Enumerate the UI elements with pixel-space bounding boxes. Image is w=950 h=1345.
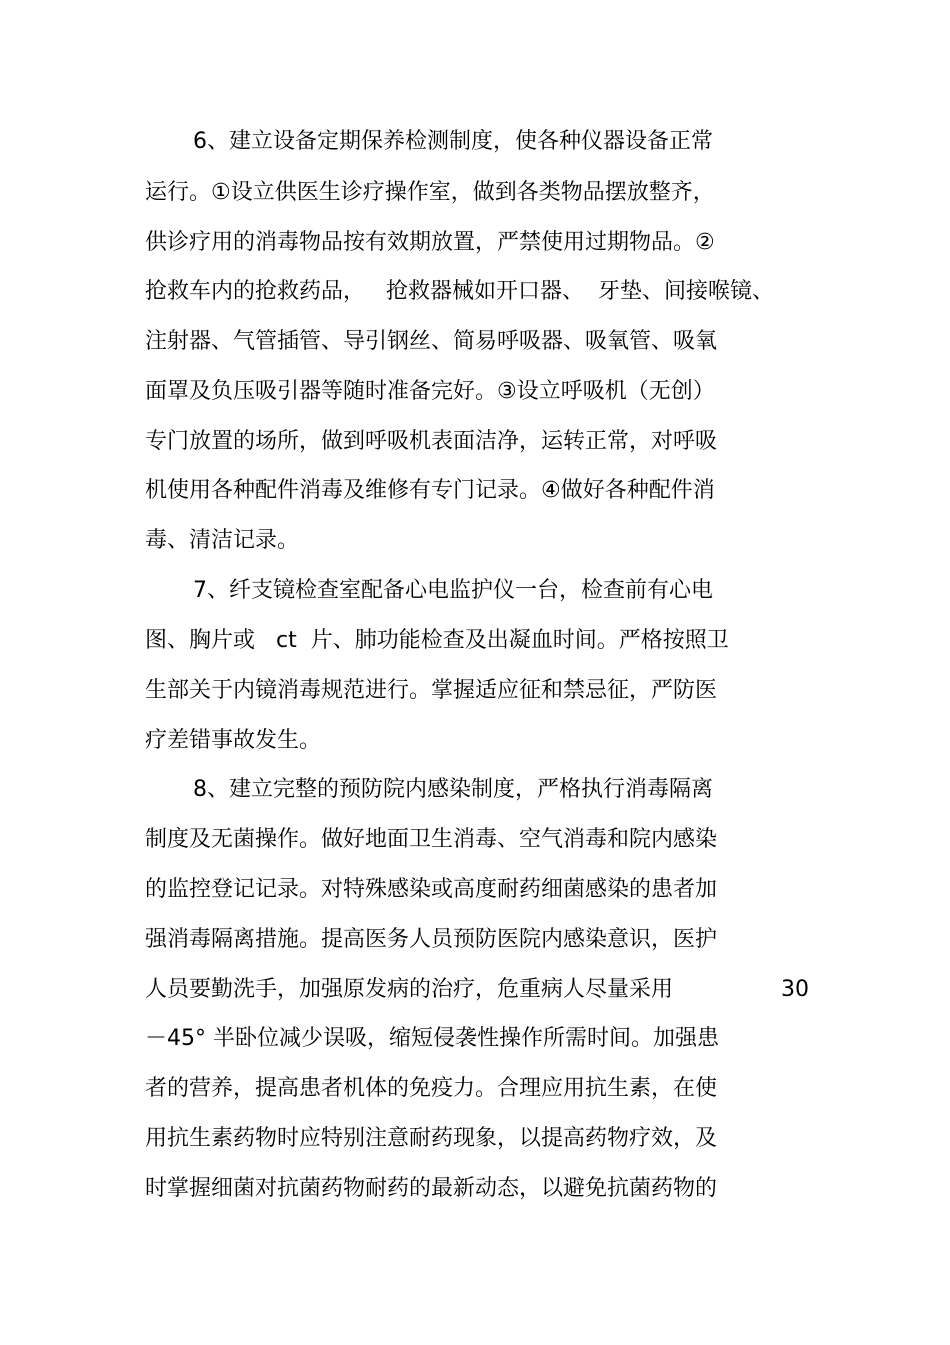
paragraph-line: 6、建立设备定期保养检测制度，使各种仪器设备正常 xyxy=(193,129,713,154)
paragraph-line: 者的营养，提高患者机体的免疫力。合理应用抗生素，在使 xyxy=(145,1076,718,1101)
paragraph-line: 强消毒隔离措施。提高医务人员预防医院内感染意识，医护 xyxy=(145,927,718,952)
paragraph-line: 专门放置的场所，做到呼吸机表面洁净，运转正常，对呼吸 xyxy=(145,429,718,454)
paragraph-line: 用抗生素药物时应特别注意耐药现象，以提高药物疗效，及 xyxy=(145,1126,718,1151)
paragraph-line: 时掌握细菌对抗菌药物耐药的最新动态，以避免抗菌药物的 xyxy=(145,1176,718,1201)
paragraph-line: －45° 半卧位减少误吸，缩短侵袭性操作所需时间。加强患 xyxy=(145,1026,719,1051)
paragraph-line: 制度及无菌操作。做好地面卫生消毒、空气消毒和院内感染 xyxy=(145,827,718,852)
paragraph-line: 7、纤支镜检查室配备心电监护仪一台，检查前有心电 xyxy=(193,578,713,603)
paragraph-line: 运行。①设立供医生诊疗操作室，做到各类物品摆放整齐， xyxy=(145,180,715,205)
paragraph-line: 生部关于内镜消毒规范进行。掌握适应征和禁忌征，严防医 xyxy=(145,678,718,703)
paragraph-line: 人员要勤洗手，加强原发病的治疗，危重病人尽量采用 xyxy=(145,977,674,1002)
paragraph-line: 8、建立完整的预防院内感染制度，严格执行消毒隔离 xyxy=(193,777,713,802)
paragraph-line: 供诊疗用的消毒物品按有效期放置，严禁使用过期物品。② xyxy=(145,230,715,255)
paragraph-line: 抢救车内的抢救药品， 抢救器械如开口器、 牙垫、间接喉镜、 xyxy=(145,279,774,304)
paragraph-line: 机使用各种配件消毒及维修有专门记录。④做好各种配件消 xyxy=(145,478,715,503)
paragraph-line: 的监控登记记录。对特殊感染或高度耐药细菌感染的患者加 xyxy=(145,877,718,902)
trailing-number: 30 xyxy=(781,977,809,1002)
paragraph-line: 图、胸片或 ct 片、肺功能检查及出凝血时间。严格按照卫 xyxy=(145,628,729,653)
paragraph-line: 疗差错事故发生。 xyxy=(145,728,322,753)
paragraph-line: 注射器、气管插管、导引钢丝、简易呼吸器、吸氧管、吸氧 xyxy=(145,329,718,354)
paragraph-line: 面罩及负压吸引器等随时准备完好。③设立呼吸机（无创） xyxy=(145,379,715,404)
paragraph-line: 毒、清洁记录。 xyxy=(145,528,300,553)
